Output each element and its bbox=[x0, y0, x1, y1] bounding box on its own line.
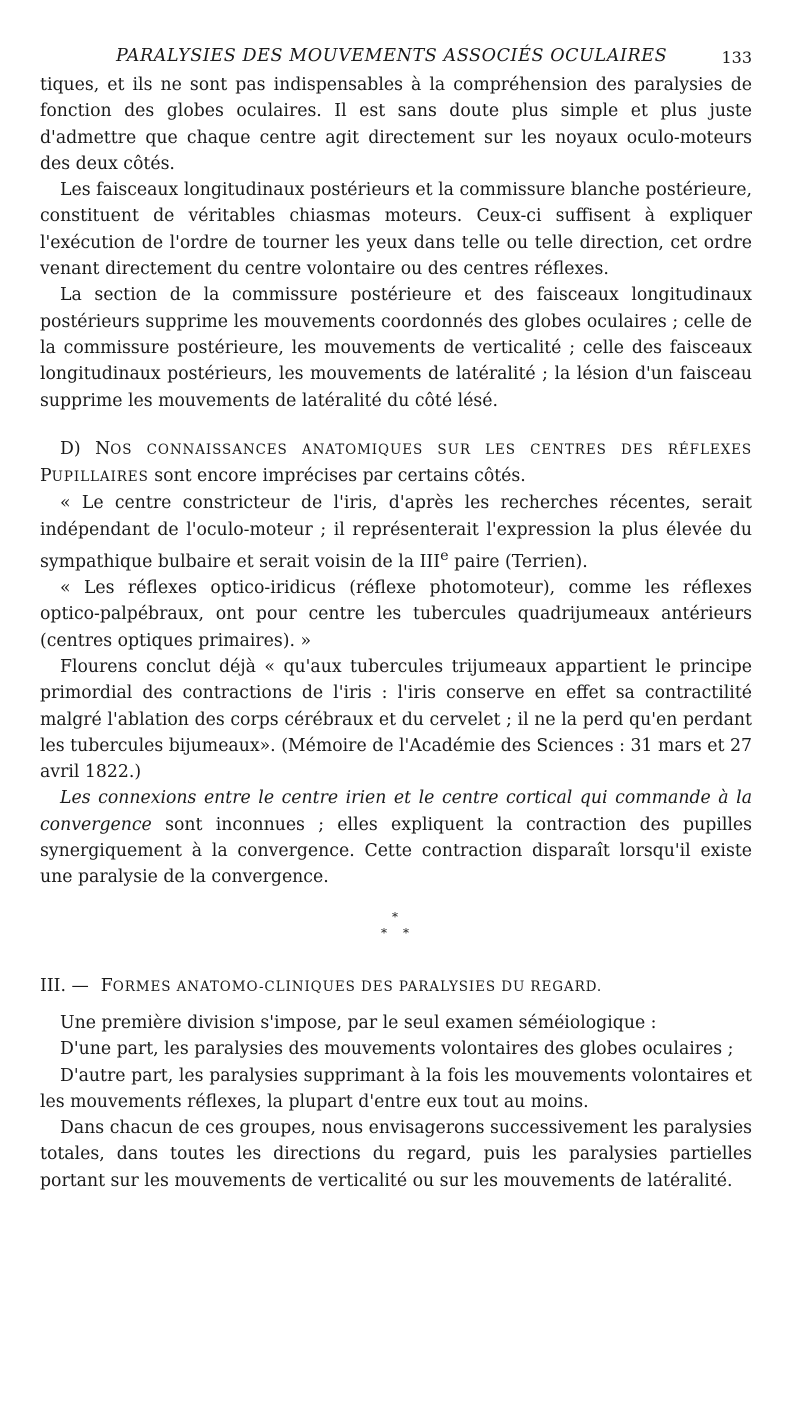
superscript-e: e bbox=[440, 548, 449, 565]
section-d-heading-second-initial: P bbox=[40, 466, 52, 487]
asterism-star-right: * bbox=[403, 925, 409, 940]
connexions-italic: Les connexions entre le centre irien et le centre cortical qui commande à la convergence bbox=[40, 788, 752, 835]
section-iii-dash: — bbox=[71, 975, 89, 996]
page-number: 133 bbox=[721, 48, 752, 67]
section-iii-title-initial: F bbox=[100, 975, 113, 996]
body-text bbox=[40, 72, 752, 1194]
paragraph-section-commissure: La section de la commissure postérieure et des faisceaux longitudinaux postérieurs supprime les mouvements coordonnés des globes oculaires ; celle de la commissure postérieure, les mouvements de verticalité ; celle des faisceaux longitudinaux postérieurs, les mouvements de latéralité ; la lésion d'un faisceau supprime les mouvements de latéralité du côté lésé. bbox=[40, 285, 752, 411]
paragraph-reflexes: « Les réflexes optico-iridicus (réflexe photomoteur), comme les réflexes optico-palpébraux, ont pour centre les tubercules quadrijumeaux antérieurs (centres optiques primaires). » bbox=[40, 578, 752, 651]
section-d-heading-initial: N bbox=[95, 438, 111, 459]
paragraph-groupes: Dans chacun de ces groupes, nous envisagerons successivement les paralysies totales, dans toutes les directions du regard, puis les paralysies partielles portant sur les mouvements de verticalité ou sur les mouvements de latéralité. bbox=[40, 1118, 752, 1191]
asterism-star-top: * bbox=[392, 909, 398, 924]
section-iii-numeral: III. bbox=[40, 975, 66, 996]
paragraph-dautre-part: D'autre part, les paralysies supprimant à la fois les mouvements volontaires et les mouvements réflexes, la plupart d'entre eux tout au moins. bbox=[40, 1065, 752, 1112]
section-d-label: D) bbox=[60, 438, 81, 459]
document-page bbox=[40, 40, 752, 1194]
paragraph-faisceaux: Les faisceaux longitudinaux postérieurs et la commissure blanche postérieure, constituent de véritables chiasmas moteurs. Ceux-ci suffisent à expliquer l'exécution de l'ordre de tourner les yeux dans telle ou telle direction, cet ordre venant directement du centre volontaire ou des centres réflexes. bbox=[40, 180, 752, 280]
paragraph-centre-constricteur-text: « Le centre constricteur de l'iris, d'après les recherches récentes, serait indépendant de l'oculo-moteur ; il représenterait l'expression la plus élevée du sympathique bulbaire et serait voisin de la III bbox=[40, 493, 752, 572]
connexions-rest: sont inconnues ; elles expliquent la contraction des pupilles synergiquement à la convergence. Cette contraction disparaît lorsqu'il existe une paralysie de la convergence. bbox=[40, 814, 752, 888]
paragraph-dune-part: D'une part, les paralysies des mouvements volontaires des globes oculaires ; bbox=[60, 1039, 734, 1060]
section-iii-title: ORMES ANATOMO-CLINIQUES DES PARALYSIES DU REGARD. bbox=[112, 978, 603, 995]
paragraph-connexions bbox=[40, 785, 752, 890]
paragraph-centre-constricteur bbox=[40, 490, 752, 575]
paragraph-continuation: tiques, et ils ne sont pas indispensables à la compréhension des paralysies de fonction des globes oculaires. Il est sans doute plus simple et plus juste d'admettre que chaque centre agit directement sur les noyaux oculo-moteurs des deux côtés. bbox=[40, 75, 752, 174]
paragraph-premiere-division: Une première division s'impose, par le seul examen séméiologique : bbox=[60, 1012, 657, 1033]
running-header bbox=[40, 40, 752, 72]
section-d-text: sont encore imprécises par certains côtés. bbox=[154, 466, 526, 487]
asterism-separator bbox=[40, 897, 752, 957]
running-title: PARALYSIES DES MOUVEMENTS ASSOCIÉS OCULAIRES bbox=[116, 46, 668, 66]
section-d-paragraph bbox=[40, 436, 752, 491]
paragraph-flourens: Flourens conclut déjà « qu'aux tubercules trijumeaux appartient le principe primordial des contractions de l'iris : l'iris conserve en effet sa contractilité malgré l'ablation des corps cérébraux et du cervelet ; il ne la perd qu'en perdant les tubercules bijumeaux». (Mémoire de l'Académie des Sciences : 31 mars et 27 avril 1822.) bbox=[40, 657, 752, 783]
paragraph-centre-constricteur-end: paire (Terrien). bbox=[448, 551, 588, 572]
section-iii-heading bbox=[40, 973, 752, 1000]
section-d-heading-second: UPILLAIRES bbox=[51, 469, 149, 486]
section-d-heading: OS CONNAISSANCES ANATOMIQUES SUR LES CENTRES DES RÉFLEXES bbox=[110, 441, 752, 458]
asterism-star-left: * bbox=[381, 925, 387, 940]
